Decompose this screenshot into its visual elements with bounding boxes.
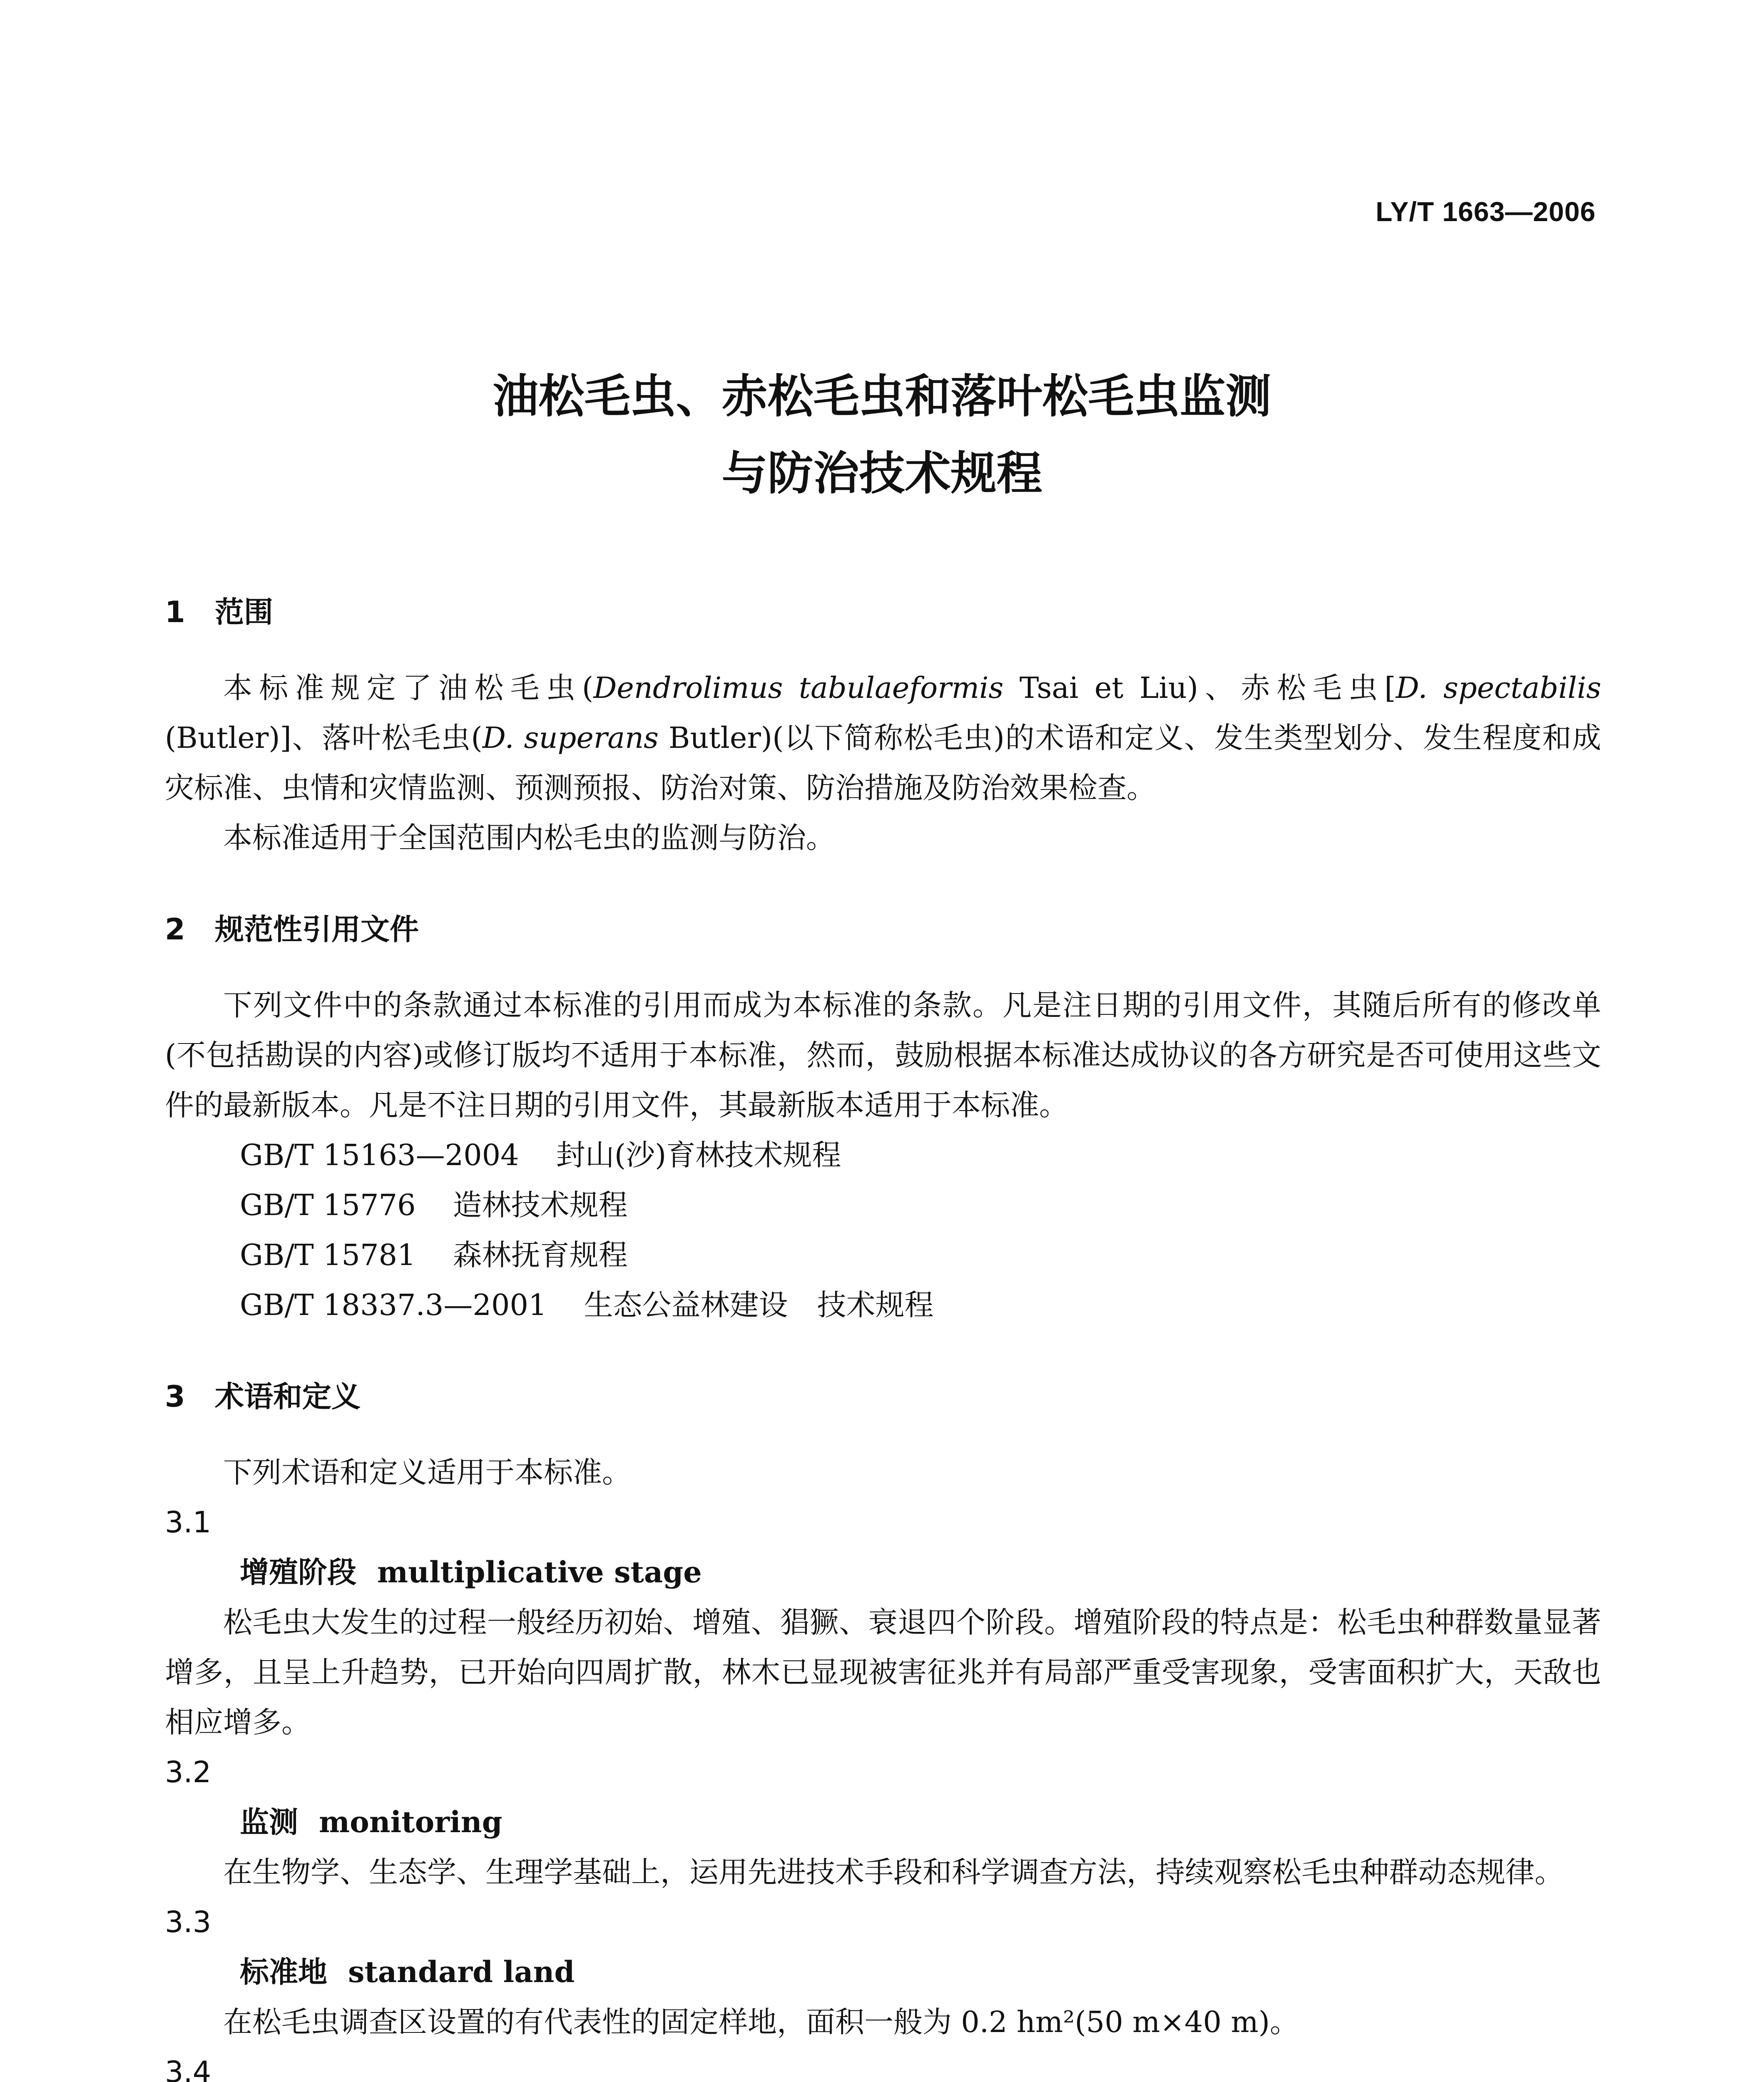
species-name: D. spectabilis (1396, 671, 1602, 705)
section-number: 2 (165, 912, 185, 946)
term-zh: 增殖阶段 (240, 1555, 356, 1589)
reference-item (165, 1230, 1601, 1280)
species-name: Dendrolimus tabulaeformis (593, 671, 1004, 705)
reference-code: GB/T 15781 (240, 1238, 416, 1272)
text-run: 本标准规定了油松毛虫( (223, 671, 594, 705)
reference-code: GB/T 18337.3—2001 (240, 1288, 547, 1322)
title-line-2: 与防治技术规程 (722, 447, 1042, 500)
section-heading-terms-definitions (165, 1372, 1601, 1422)
term-number: 3.4 (165, 2055, 211, 2082)
term-definition: 在松毛虫调查区设置的有代表性的固定样地，面积一般为 0.2 hm²(50 m×40 m)。 (223, 2005, 1299, 2039)
document-body (165, 587, 1601, 2082)
reference-name: 造林技术规程 (453, 1188, 628, 1222)
section-heading-normative-references (165, 904, 1601, 954)
term-number: 3.2 (165, 1755, 211, 1789)
term-heading (165, 1797, 1601, 1847)
reference-item (165, 1280, 1601, 1330)
term-heading (165, 1547, 1601, 1597)
section-title: 术语和定义 (215, 1380, 361, 1414)
text-run: (Butler)]、落叶松毛虫( (165, 721, 483, 755)
term-en: standard land (348, 1955, 575, 1989)
term-heading (165, 1947, 1601, 1997)
term-en: monitoring (319, 1805, 503, 1839)
reference-item (165, 1180, 1601, 1230)
term-number: 3.3 (165, 1905, 211, 1939)
standard-code: LY/T 1663—2006 (1376, 196, 1596, 227)
species-name: D. superans (482, 721, 659, 755)
references-paragraph: 下列文件中的条款通过本标准的引用而成为本标准的条款。凡是注日期的引用文件，其随后所有的修改单(不包括勘误的内容)或修订版均不适用于本标准，然而，鼓励根据本标准达成协议的各方研究是否可使用这些文件的最新版本。凡是不注日期的引用文件，其最新版本适用于本标准。 (165, 988, 1601, 1122)
section-heading-scope (165, 587, 1601, 637)
term-en: multiplicative stage (377, 1555, 702, 1589)
term-definition: 在生物学、生态学、生理学基础上，运用先进技术手段和科学调查方法，持续观察松毛虫种群动态规律。 (223, 1855, 1564, 1889)
document-title (0, 358, 1764, 512)
reference-code: GB/T 15776 (240, 1188, 416, 1222)
term-zh: 监测 (240, 1805, 298, 1839)
title-line-1: 油松毛虫、赤松毛虫和落叶松毛虫监测 (493, 370, 1271, 423)
section-title: 规范性引用文件 (215, 912, 419, 946)
text-run: Butler)(以下简称松毛虫)的术语和定义、发生类型划分、发生程度和成灾标准、虫情和灾情监测、预测预报、防治对策、防治措施及防治效果检查。 (165, 721, 1601, 805)
section-title: 范围 (215, 595, 273, 629)
reference-name: 封山(沙)育林技术规程 (556, 1138, 841, 1172)
section-number: 3 (165, 1380, 185, 1414)
scope-paragraph-2: 本标准适用于全国范围内松毛虫的监测与防治。 (223, 821, 835, 855)
reference-name: 生态公益林建设 技术规程 (584, 1288, 934, 1322)
terms-intro: 下列术语和定义适用于本标准。 (223, 1455, 631, 1489)
reference-code: GB/T 15163—2004 (240, 1138, 519, 1172)
scope-paragraph-1 (165, 663, 1601, 813)
term-zh: 标准地 (240, 1955, 327, 1989)
term-definition: 松毛虫大发生的过程一般经历初始、增殖、猖獗、衰退四个阶段。增殖阶段的特点是：松毛虫种群数量显著增多，且呈上升趋势，已开始向四周扩散，林木已显现被害征兆并有局部严重受害现象，受害面积扩大，天敌也相应增多。 (165, 1605, 1601, 1739)
section-number: 1 (165, 595, 185, 629)
term-number: 3.1 (165, 1505, 211, 1539)
reference-name: 森林抚育规程 (453, 1238, 628, 1272)
reference-item (165, 1130, 1601, 1180)
text-run: Tsai et Liu)、赤松毛虫[ (1003, 671, 1396, 705)
